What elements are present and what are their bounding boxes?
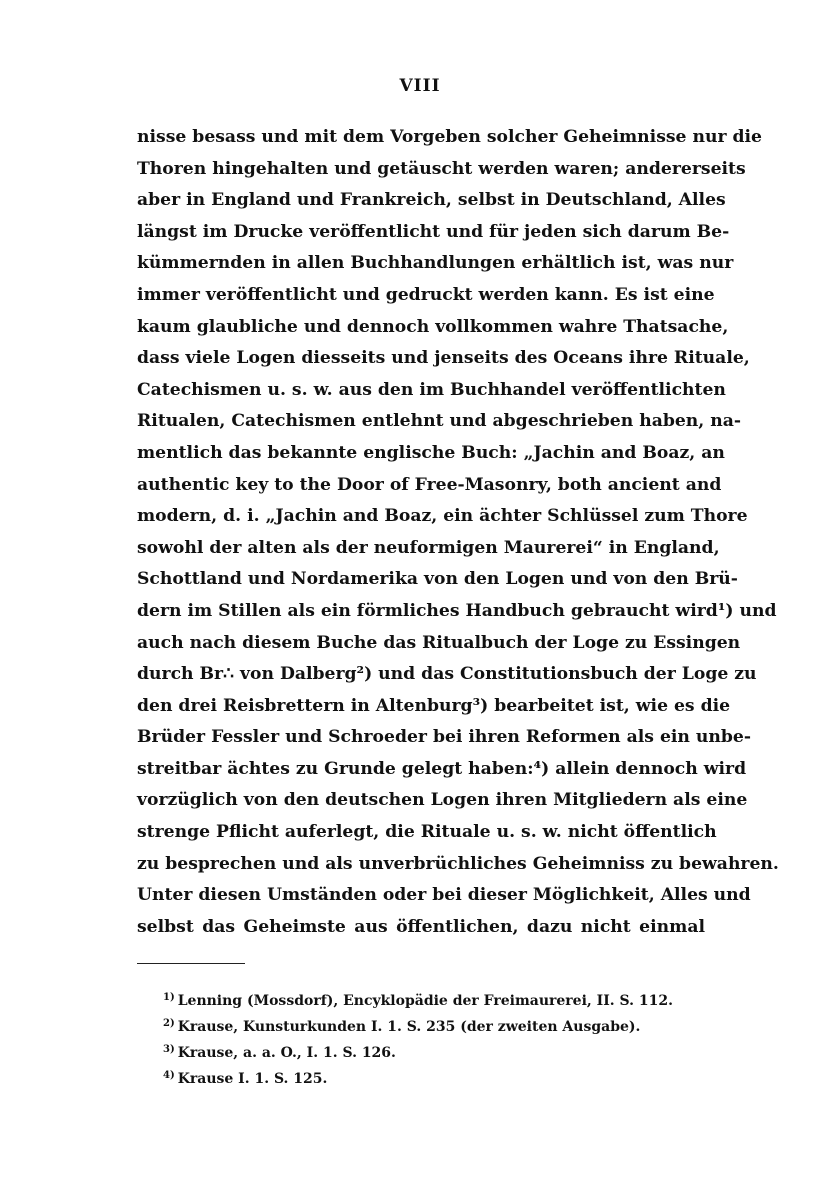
footnote-text: Krause, a. a. O., I. 1. S. 126.: [177, 1045, 396, 1061]
text-line: streitbar ächtes zu Grunde gelegt haben:⁴) allein dennoch wird: [137, 758, 747, 779]
text-line: kaum glaubliche und dennoch vollkommen wahre Thatsache,: [137, 316, 729, 337]
text-line: Catechismen u. s. w. aus den im Buchhandel veröffentlichten: [137, 379, 726, 400]
text-line: Schottland und Nordamerika von den Logen und von den Brü-: [137, 569, 738, 590]
footnotes: [163, 985, 723, 1089]
footnote: [163, 985, 723, 1011]
footnote-text: Krause I. 1. S. 125.: [177, 1071, 328, 1087]
text-line: immer veröffentlicht und gedruckt werden kann. Es ist eine: [137, 284, 715, 305]
text-line: modern, d. i. „Jachin and Boaz, ein ächter Schlüssel zum Thore: [137, 506, 748, 527]
footnote-mark: 1): [163, 992, 175, 1003]
footnote-mark: 3): [163, 1044, 175, 1055]
page-number: VIII: [399, 76, 441, 96]
footnote: [163, 1037, 723, 1063]
text-line: den drei Reisbrettern in Altenburg³) bearbeitet ist, wie es die: [137, 695, 731, 716]
text-line: längst im Drucke veröffentlicht und für jeden sich darum Be-: [137, 221, 730, 242]
footnote-text: Lenning (Mossdorf), Encyklopädie der Freimaurerei, II. S. 112.: [177, 993, 673, 1009]
text-line: selbst das Geheimste aus öffentlichen, dazu nicht einmal: [137, 916, 705, 937]
text-line: strenge Pflicht auferlegt, die Rituale u. s. w. nicht öffentlich: [137, 822, 717, 843]
text-line: dass viele Logen diesseits und jenseits des Oceans ihre Rituale,: [137, 348, 750, 369]
text-line: Unter diesen Umständen oder bei dieser Möglichkeit, Alles und: [137, 885, 751, 906]
text-line: durch Br∴ von Dalberg²) und das Constitutionsbuch der Loge zu: [137, 664, 757, 685]
text-line: sowohl der alten als der neuformigen Maurerei“ in England,: [137, 537, 720, 558]
text-line: dern im Stillen als ein förmliches Handbuch gebraucht wird¹) und: [137, 600, 777, 621]
body-text: [137, 122, 779, 943]
footnote: [163, 1063, 723, 1089]
text-line: mentlich das bekannte englische Buch: „Jachin and Boaz, an: [137, 442, 725, 463]
footnote-mark: 2): [163, 1018, 175, 1029]
footnote: [163, 1011, 723, 1037]
text-line: auch nach diesem Buche das Ritualbuch der Loge zu Essingen: [137, 632, 741, 653]
footnote-divider: [137, 963, 245, 964]
text-line: Thoren hingehalten und getäuscht werden waren; andererseits: [137, 158, 746, 179]
footnote-text: Krause, Kunsturkunden I. 1. S. 235 (der zweiten Ausgabe).: [177, 1019, 641, 1035]
text-line: zu besprechen und als unverbrüchliches Geheimniss zu bewahren.: [137, 853, 779, 874]
text-line: Ritualen, Catechismen entlehnt und abgeschrieben haben, na-: [137, 411, 742, 432]
text-line: aber in England und Frankreich, selbst in Deutschland, Alles: [137, 190, 726, 211]
text-line: nisse besass und mit dem Vorgeben solcher Geheimnisse nur die: [137, 127, 762, 147]
text-line: authentic key to the Door of Free-Masonry, both ancient and: [137, 474, 722, 495]
text-line: kümmernden in allen Buchhandlungen erhältlich ist, was nur: [137, 253, 734, 274]
text-line: Brüder Fessler und Schroeder bei ihren Reformen als ein unbe-: [137, 727, 751, 748]
text-line: vorzüglich von den deutschen Logen ihren Mitgliedern als eine: [137, 790, 748, 811]
footnote-mark: 4): [163, 1070, 175, 1081]
